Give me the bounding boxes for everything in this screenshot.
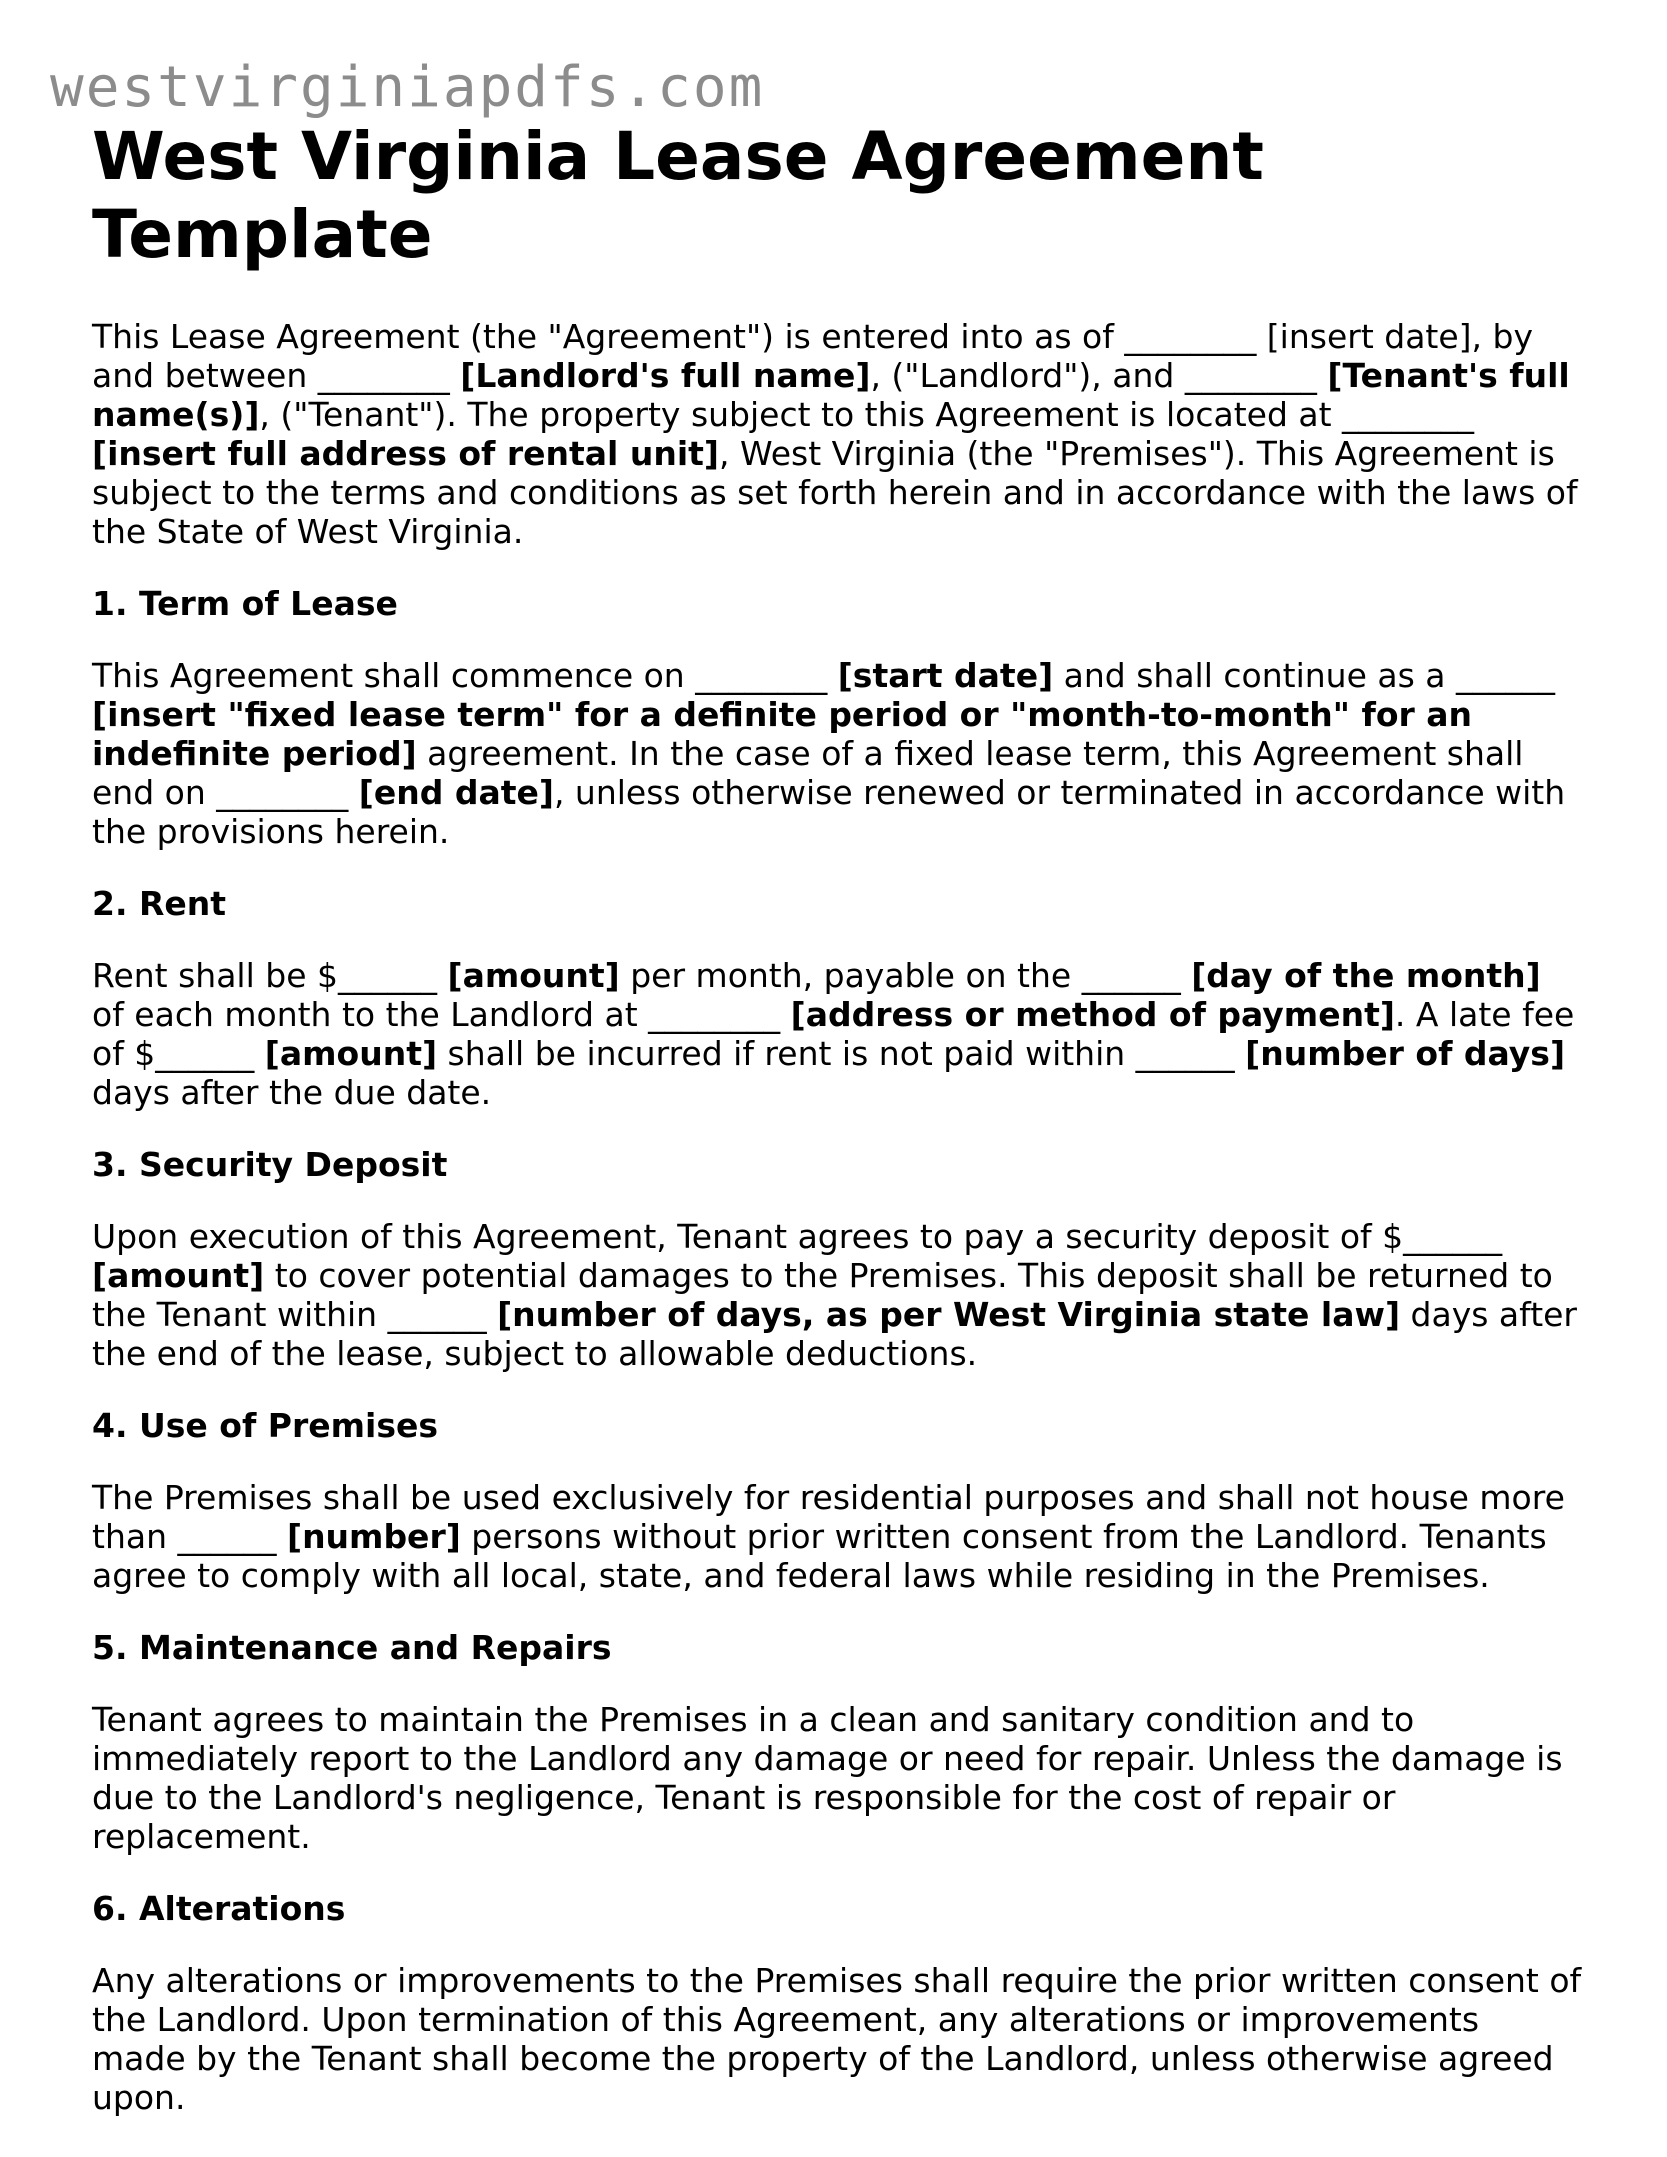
section-body [92,1478,1582,1595]
text-run: Rent shall be $______ [92,956,448,995]
watermark: westvirginiapdfs.com [50,55,765,120]
placeholder-field: [Landlord's full name] [460,356,871,395]
section-body [92,1700,1582,1856]
text-run: persons without prior written consent from the Landlord. Tenants agree to comply with all local, state, and federal laws while residing in the Premises. [92,1517,1547,1595]
section-heading: 2. Rent [92,884,227,923]
intro-paragraph [92,317,1582,551]
section-body [92,956,1582,1112]
section-heading: 6. Alterations [92,1889,346,1928]
sections-container [92,584,1582,2117]
section-body [92,656,1582,851]
text-run: and shall continue as a ______ [1053,656,1555,695]
section-heading: 3. Security Deposit [92,1145,448,1184]
text-run: , ("Landlord"), and ________ [870,356,1328,395]
section-heading: 5. Maintenance and Repairs [92,1628,612,1667]
text-run: . A late fee of $______ [92,995,1575,1073]
text-run: Any alterations or improvements to the Premises shall require the prior written consent of the Landlord. Upon termination of this Agreement, any alterations or improvements made by the Tenant shall become the property of the Landlord, unless otherwise agreed upon. [92,1961,1582,2117]
placeholder-field: [insert full address of rental unit] [92,434,720,473]
document-title: West Virginia Lease Agreement Template [92,118,1264,273]
placeholder-field: [amount] [447,956,620,995]
text-run: of each month to the Landlord at ________ [92,995,791,1034]
placeholder-field: [amount] [264,1034,438,1073]
text-run: , ("Tenant"). The property subject to this Agreement is located at ________ [259,395,1475,434]
text-run: shall be incurred if rent is not paid within ______ [437,1034,1246,1073]
placeholder-field: [amount] [92,1256,265,1295]
placeholder-field: [start date] [837,656,1054,695]
placeholder-field: [number of days] [1245,1034,1566,1073]
text-run: , unless otherwise renewed or terminated in accordance with the provisions herein. [92,773,1566,851]
placeholder-field: [address or method of payment] [790,995,1395,1034]
text-run: The Premises shall be used exclusively for residential purposes and shall not house more than ______ [92,1478,1565,1556]
text-run: days after the due date. [92,1073,492,1112]
text-run: per month, payable on the ______ [619,956,1192,995]
text-run: to cover potential damages to the Premises. This deposit shall be returned to the Tenant within ______ [92,1256,1553,1334]
placeholder-field: [number of days, as per West Virginia state law] [497,1295,1401,1334]
document-page [92,118,1582,2117]
section-heading: 4. Use of Premises [92,1406,439,1445]
placeholder-field: [insert "fixed lease term" for a definite period or "month-to-month" for an indefinite period] [92,695,1473,773]
placeholder-field: [number] [286,1517,461,1556]
section-body [92,1961,1582,2117]
text-run: This Lease Agreement (the "Agreement") is entered into as of ________ [insert date], by and between ________ [92,317,1533,395]
placeholder-field: [Tenant's full name(s)] [92,356,1570,434]
text-run: This Agreement shall commence on ________ [92,656,838,695]
section-heading: 1. Term of Lease [92,584,398,623]
placeholder-field: [day of the month] [1191,956,1541,995]
text-run: Tenant agrees to maintain the Premises in a clean and sanitary condition and to immediately report to the Landlord any damage or need for repair. Unless the damage is due to the Landlord's negligence, Tenant is responsible for the cost of repair or replacement. [92,1700,1563,1856]
placeholder-field: [end date] [358,773,554,812]
text-run: , West Virginia (the "Premises"). This Agreement is subject to the terms and conditions as set forth herein and in accordance with the laws of the State of West Virginia. [92,434,1578,551]
text-run: agreement. In the case of a fixed lease term, this Agreement shall end on ________ [92,734,1524,812]
section-body [92,1217,1582,1373]
text-run: days after the end of the lease, subject to allowable deductions. [92,1295,1578,1373]
text-run: Upon execution of this Agreement, Tenant agrees to pay a security deposit of $______ [92,1217,1503,1256]
